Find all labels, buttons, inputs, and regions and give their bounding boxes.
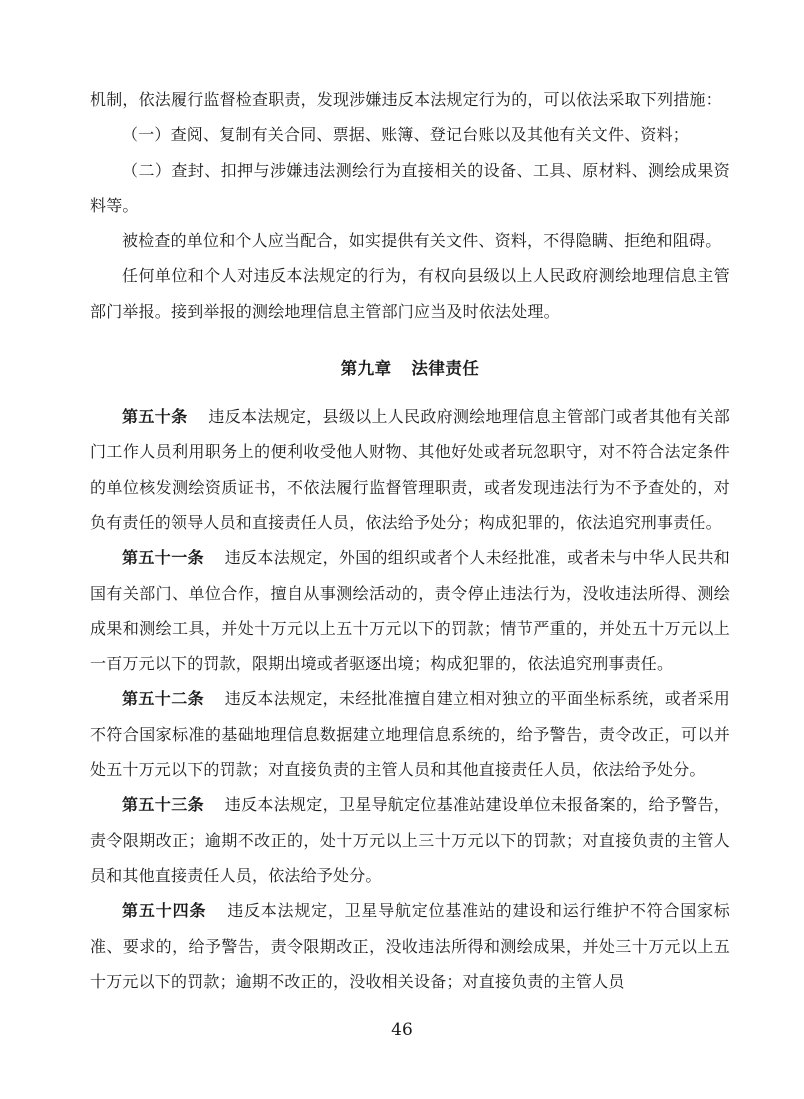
chapter-title: 法律责任 (411, 359, 480, 379)
article-number: 第五十二条 (122, 689, 204, 709)
page-number: 46 (391, 1020, 413, 1040)
report-paragraph: 任何单位和个人对违反本法规定的行为，有权向县级以上人民政府测绘地理信息主管部门举报。接到举报的测绘地理信息主管部门应当及时依法处理。 (90, 266, 730, 321)
article-text: 违反本法规定，外国的组织或者个人未经批准，或者未与中华人民共和国有关部门、单位合作，擅自从事测绘活动的，责令停止违法行为，没收违法所得、测绘成果和测绘工具，并处十万元以上五十万元以下的罚款；情节严重的，并处五十万元以上一百万元以下的罚款，限期出境或者驱逐出境；构成犯罪的，依法追究刑事责任。 (90, 548, 730, 674)
article-54 (90, 893, 730, 999)
article-52 (90, 681, 730, 787)
chapter-number: 第九章 (340, 359, 392, 379)
chapter-heading (90, 339, 730, 399)
measure-item-2: （二）查封、扣押与涉嫌违法测绘行为直接相关的设备、工具、原材料、测绘成果资料等。 (90, 160, 730, 215)
article-text: 违反本法规定，卫星导航定位基准站的建设和运行维护不符合国家标准、要求的，给予警告，责令限期改正，没收违法所得和测绘成果，并处三十万元以上五十万元以下的罚款；逾期不改正的，没收相关设备；对直接负责的主管人员 (90, 901, 730, 991)
article-53 (90, 787, 730, 893)
measure-item-1: （一）查阅、复制有关合同、票据、账簿、登记台账以及其他有关文件、资料； (122, 125, 690, 145)
article-50 (90, 399, 730, 540)
article-51 (90, 540, 730, 681)
article-number: 第五十条 (122, 407, 188, 427)
spacer (90, 329, 730, 339)
continued-paragraph: 机制，依法履行监督检查职责，发现涉嫌违反本法规定行为的，可以依法采取下列措施： (90, 90, 722, 109)
cooperation-paragraph: 被检查的单位和个人应当配合，如实提供有关文件、资料，不得隐瞒、拒绝和阻碍。 (122, 231, 722, 251)
page-body (90, 82, 730, 999)
article-text: 违反本法规定，未经批准擅自建立相对独立的平面坐标系统，或者采用不符合国家标准的基础地理信息数据建立地理信息系统的，给予警告，责令改正，可以并处五十万元以下的罚款；对直接负责的主管人员和其他直接责任人员，依法给予处分。 (90, 689, 730, 780)
article-number: 第五十三条 (122, 795, 204, 815)
article-text: 违反本法规定，卫星导航定位基准站建设单位未报备案的，给予警告，责令限期改正；逾期不改正的，处十万元以上三十万元以下的罚款；对直接负责的主管人员和其他直接责任人员，依法给予处分。 (90, 795, 730, 885)
article-text: 违反本法规定，县级以上人民政府测绘地理信息主管部门或者其他有关部门工作人员利用职务上的便利收受他人财物、其他好处或者玩忽职守，对不符合法定条件的单位核发测绘资质证书，不依法履行监督管理职责，或者发现违法行为不予查处的，对负有责任的领导人员和直接责任人员，依法给予处分；构成犯罪的，依法追究刑事责任。 (90, 407, 731, 532)
article-number: 第五十四条 (122, 901, 207, 921)
article-number: 第五十一条 (122, 548, 204, 568)
